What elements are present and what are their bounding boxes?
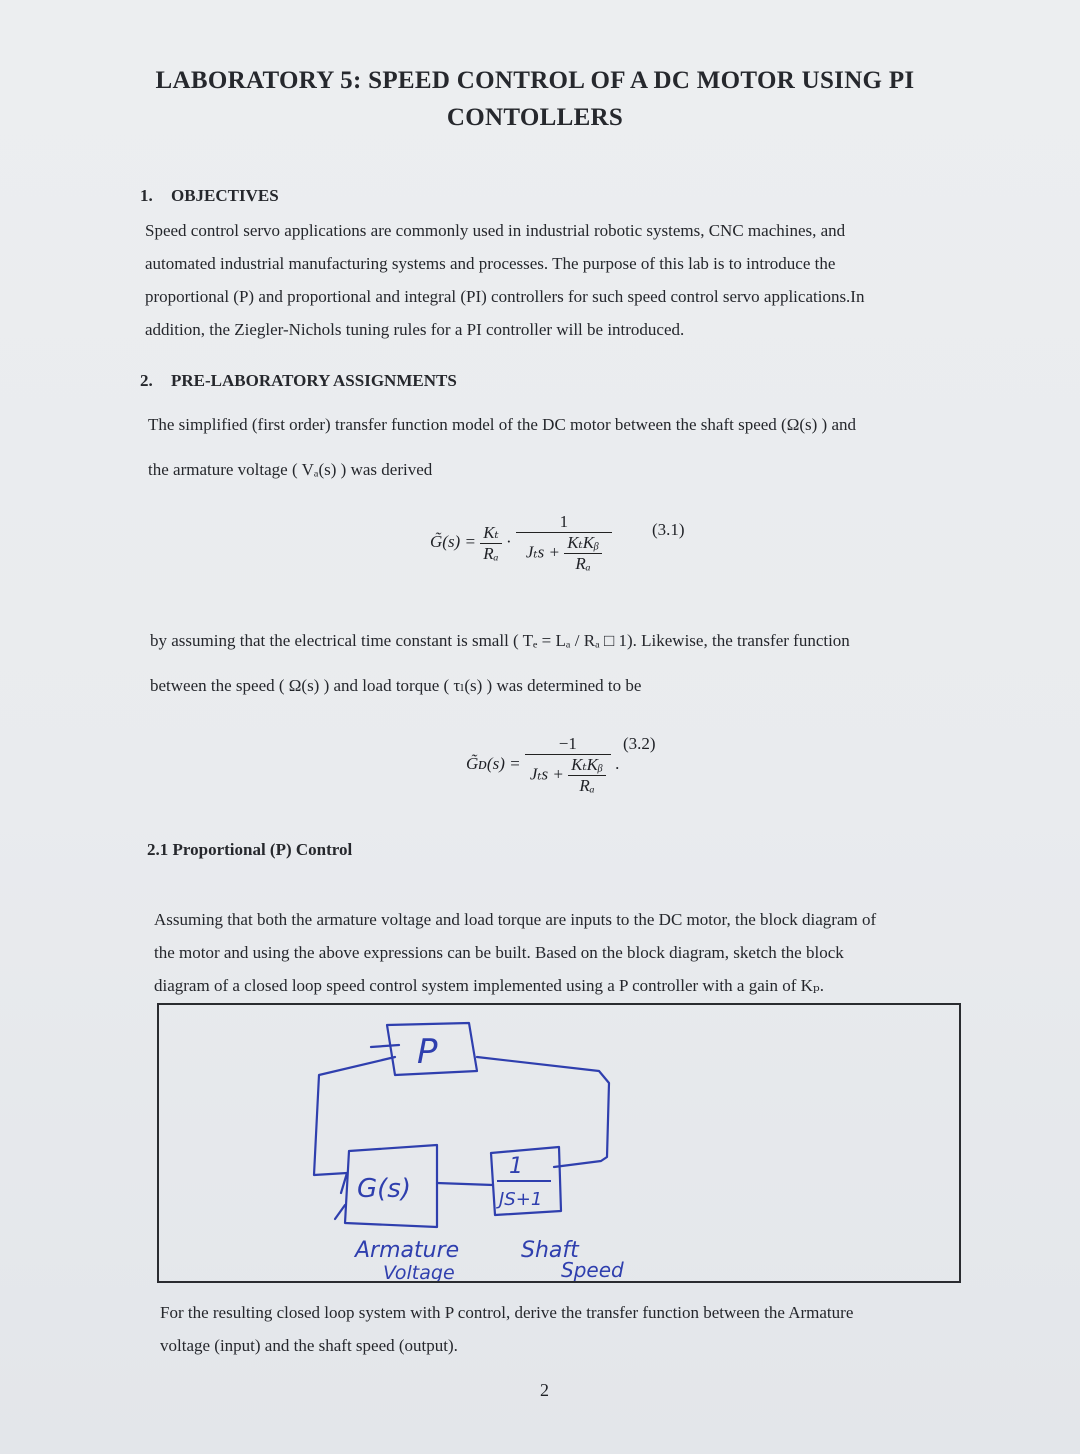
eq2-numerator: −1: [525, 734, 611, 755]
eq1-fraction-1: [480, 523, 502, 564]
handwritten-block-diagram: [159, 1005, 959, 1281]
p-block-entry-tick: [371, 1045, 399, 1047]
feedback-right-wire: [477, 1057, 609, 1167]
section-1-title: OBJECTIVES: [171, 186, 279, 205]
eq1-f1-denominator: Rₐ: [483, 543, 499, 563]
intro-line-2: the armature voltage ( Vₐ(s) ) was derived: [148, 460, 433, 479]
eq2-inner-fraction: [568, 755, 606, 796]
label-shaft: Shaft: [521, 1238, 579, 1263]
title-line-1: LABORATORY 5: SPEED CONTROL OF A DC MOTOR USING PI: [155, 67, 915, 94]
eq1-lhs: G̃(s) =: [430, 531, 476, 551]
equation-3-2-number: (3.2): [623, 734, 656, 753]
equation-3-1-number: (3.1): [652, 520, 685, 539]
g-block-label: G(s): [357, 1174, 411, 1204]
p-control-line: the motor and using the above expressions can be built. Based on the block diagram, sketch the block: [154, 943, 844, 962]
document-title: [70, 62, 1000, 136]
p-block-label: P: [417, 1032, 438, 1072]
eq2-denominator: [527, 755, 609, 796]
eq1-f1-numerator: Kₜ: [480, 523, 502, 544]
intro-line-1: The simplified (first order) transfer function model of the DC motor between the shaft speed (Ω(s) ) and: [148, 415, 856, 434]
answer-box: [157, 1003, 961, 1283]
connector-g-to-tf: [437, 1183, 493, 1185]
tf-denominator: JS+1: [499, 1189, 543, 1210]
section-2-title: PRE-LABORATORY ASSIGNMENTS: [171, 371, 457, 390]
label-voltage: Voltage: [383, 1262, 455, 1281]
eq2-inner-numerator: KₜKᵦ: [568, 755, 606, 776]
objectives-line: Speed control servo applications are commonly used in industrial robotic systems, CNC machines, and: [145, 221, 846, 240]
p-control-line: diagram of a closed loop speed control system implemented using a P controller with a gain of Kₚ.: [154, 976, 824, 995]
equation-3-1: G̃(s) = $\frac{\text{Kₜ}}{\text{Rₐ}}$ · 1 Jₜs + $\frac{\text{KₜKᵦ}}{\text{Rₐ}}$: [430, 512, 612, 574]
closing-paragraph: [160, 1296, 975, 1362]
eq1-inner-numerator: KₜKᵦ: [564, 533, 602, 554]
eq1-f2-denominator: [523, 533, 605, 574]
eq1-f2-numerator: 1: [516, 512, 612, 533]
closing-line-2: voltage (input) and the shaft speed (output).: [160, 1336, 458, 1355]
closing-line-1: For the resulting closed loop system with P control, derive the transfer function between the Armature: [160, 1303, 854, 1322]
page-number: 2: [540, 1380, 549, 1400]
objectives-line: proportional (P) and proportional and integral (PI) controllers for such speed control servo applications.In: [145, 287, 865, 306]
objectives-line: addition, the Ziegler-Nichols tuning rules for a PI controller will be introduced.: [145, 320, 685, 339]
eq2-den-term: Jₜs +: [529, 764, 564, 784]
eq2-fraction: [525, 734, 611, 796]
feedback-left-wire: [314, 1057, 395, 1193]
middle-line-1: by assuming that the electrical time constant is small ( Tₑ = Lₐ / Rₐ □ 1). Likewise, the transfer function: [150, 631, 850, 650]
eq1-fraction-2: [516, 512, 612, 574]
label-speed: Speed: [561, 1258, 624, 1281]
eq2-lhs: G̃ᴅ(s) =: [466, 753, 521, 773]
section-2-heading: [140, 371, 457, 391]
equation-3-2: G̃ᴅ(s) = −1 Jₜs + $\frac{\text{KₜKᵦ}}{\text{Rₐ}}$ .: [466, 734, 620, 795]
g-block-exit-tick: [335, 1205, 345, 1219]
section-2-1-heading: 2.1 Proportional (P) Control: [147, 840, 353, 859]
section-2-number: 2.: [140, 371, 153, 390]
p-control-paragraph: [154, 903, 969, 1002]
eq1-f2-den-term: Jₜs +: [525, 542, 560, 562]
tf-numerator: 1: [509, 1154, 523, 1179]
middle-line-2: between the speed ( Ω(s) ) and load torque ( τₗ(s) ) was determined to be: [150, 676, 642, 695]
eq1-inner-denominator: Rₐ: [575, 554, 591, 573]
title-line-2: CONTOLLERS: [446, 104, 624, 131]
objectives-line: automated industrial manufacturing systems and processes. The purpose of this lab is to introduce the: [145, 254, 836, 273]
objectives-paragraph: [145, 214, 965, 346]
section-1-number: 1.: [140, 186, 153, 205]
p-control-line: Assuming that both the armature voltage and load torque are inputs to the DC motor, the block diagram of: [154, 910, 877, 929]
section-1-heading: [140, 186, 279, 206]
label-armature: Armature: [355, 1238, 460, 1263]
eq1-inner-fraction: [564, 533, 602, 574]
eq2-inner-denominator: Rₐ: [579, 776, 595, 795]
